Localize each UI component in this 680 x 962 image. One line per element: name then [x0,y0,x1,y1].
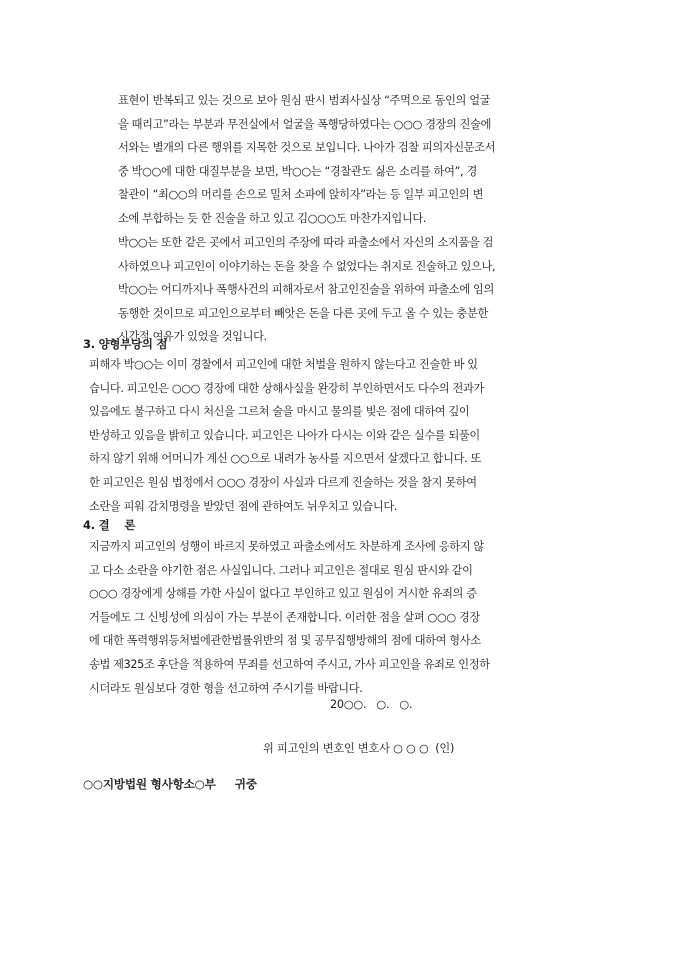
text-line: 고 다소 소란을 야기한 점은 사실입니다. 그러나 피고인은 절대로 원심 판시와 같이 [89,563,473,577]
text-line: 동행한 것이므로 피고인으로부터 빼앗은 돈을 다른 곳에 두고 올 수 있는 충분한 [118,306,488,320]
paragraph-section2-part2 [118,231,604,349]
text-line: 에 대한 폭력행위등처벌에관한법률위반의 점 및 공무집행방해의 점에 대하여 형사소 [89,634,481,648]
text-line: 박○○는 또한 같은 곳에서 피고인의 주장에 따라 파출소에서 자신의 소지품을 검 [118,236,494,249]
text-line: 박○○는 어디까지나 폭행사건의 피해자로서 참고인진술을 위하여 파출소에 임의 [118,283,494,297]
text-line: ○○○ 경장에게 상해를 가한 사실이 없다고 부인하고 있고 원심이 거시한 유죄의 증 [89,587,477,601]
section3-heading: 3. 양형부당의 점 [83,337,168,351]
text-line: 표현이 반복되고 있는 것으로 보아 원심 판시 범죄사실상 “주먹으로 동인의 얼굴 [118,94,491,107]
text-line: 을 때리고”라는 부분과 무전실에서 얼굴을 폭행당하였다는 ○○○ 경장의 진술에 [118,117,492,131]
text-line: 거들에도 그 신빙성에 의심이 가는 부분이 존재합니다. 이러한 점을 살펴 ○○○ 경장 [89,610,480,624]
paragraph-section3 [89,353,603,518]
text-line: 있음에도 불구하고 다시 처신을 그르쳐 술을 마시고 물의를 빚은 점에 대하여 깊이 [89,405,470,419]
text-line: 하지 않기 위해 어머니가 계신 ○○으로 내려가 농사를 지으면서 살겠다고 합니다. 또 [89,452,481,466]
document-date: 20○○. ○. ○. [330,698,413,711]
text-line: 지금까지 피고인의 성행이 바르지 못하였고 파출소에서도 차분하게 조사에 응하지 않 [89,540,484,553]
text-line: 한 피고인은 원심 법정에서 ○○○ 경장이 사실과 다르게 진술하는 것을 참지 못하여 [89,475,477,489]
court-addressee: ○○지방법원 형사항소○부 귀중 [83,777,257,791]
paragraph-section4 [89,535,603,700]
lawyer-signature: 위 피고인의 변호인 변호사 ○ ○ ○ (인) [263,742,455,755]
text-line: 피해자 박○○는 이미 경찰에서 피고인에 대한 처벌을 원하지 않는다고 진술한 바 있 [89,358,478,371]
text-line: 찰관이 “최○○의 머리를 손으로 밀쳐 소파에 앉히자”라는 등 일부 피고인의 변 [118,188,484,202]
section4-heading: 4. 결 론 [83,518,136,532]
paragraph-section2-part1 [118,89,604,231]
text-line: 습니다. 피고인은 ○○○ 경장에 대한 상해사실을 완강히 부인하면서도 다수의 전과가 [89,381,484,395]
text-line: 시더라도 원심보다 경한 형을 선고하여 주시기를 바랍니다. [89,681,363,695]
text-line: 서와는 별개의 다른 행위를 지목한 것으로 보입니다. 나아가 검찰 피의자신문조서 [118,141,496,155]
text-line: 시간적 여유가 있었을 것입니다. [118,330,267,344]
text-line: 소란을 피워 감치명령을 받았던 점에 관하여도 뉘우치고 있습니다. [89,499,397,513]
text-line: 중 박○○에 대한 대질부분을 보면, 박○○는 “경찰관도 싫은 소리를 하여”, 경 [118,164,477,178]
text-line: 송법 제325조 후단을 적용하여 무죄를 선고하여 주시고, 가사 피고인을 유죄로 인정하 [89,657,490,671]
text-line: 소에 부합하는 듯 한 진술을 하고 있고 김○○○도 마찬가지입니다. [118,211,427,225]
text-line: 반성하고 있음을 밝히고 있습니다. 피고인은 나아가 다시는 이와 같은 실수를 되풀이 [89,428,480,442]
text-line: 사하였으나 피고인이 이야기하는 돈을 찾을 수 없었다는 취지로 진술하고 있으나, [118,259,496,273]
